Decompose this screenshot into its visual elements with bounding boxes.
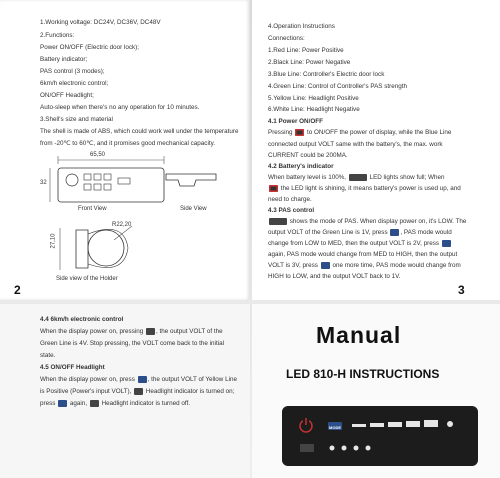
device-panel xyxy=(282,406,478,466)
mode-button-icon xyxy=(321,262,330,269)
text-line: Battery indicator; xyxy=(40,56,88,63)
manual-page-3 xyxy=(252,0,500,300)
text-line: state. xyxy=(40,352,56,359)
text-line: from -20℃ to 60℃, and it promises good mechanical capacity. xyxy=(40,140,216,147)
text-line: 1.Working voltage: DC24V, DC36V, DC48V xyxy=(40,19,161,26)
text-line: press again, Headlight indicator is turned off. xyxy=(40,400,191,407)
text-line: Green Line is 4V. Stop pressing, the VOLT come back to the initial xyxy=(40,340,224,347)
battery-warning-icon xyxy=(269,185,278,192)
text-line: Auto-sleep when there's no any operation for 10 minutes. xyxy=(40,104,200,111)
text-line: is Positive (Power's input VOLT), Headlight indicator is turned on; xyxy=(40,388,235,395)
text-line: Connections: xyxy=(268,35,305,42)
section-heading: 4.1 Power ON/OFF xyxy=(268,118,323,125)
text-line: 4.Green Line: Control of Controller's PAS strength xyxy=(268,83,407,90)
text-line: connected output VOLT same with the battery's, the max. work xyxy=(268,141,443,148)
cover-subtitle: LED 810-H INSTRUCTIONS xyxy=(286,367,440,381)
text-line: VOLT is 3V, press one more time, PAS mode would change from xyxy=(268,262,461,269)
pas-leds-icon xyxy=(269,218,287,225)
assist-button-icon xyxy=(146,328,155,335)
manual-page-2 xyxy=(0,0,250,300)
headlight-icon xyxy=(90,400,99,407)
text-line: 5.Yellow Line: Headlight Positive xyxy=(268,95,359,102)
page-number: 3 xyxy=(458,283,465,297)
mode-button-icon xyxy=(390,229,399,236)
text-line: ON/OFF Headlight; xyxy=(40,92,94,99)
text-line: output VOLT of the Green Line is 1V, press , PAS mode would xyxy=(268,229,452,236)
text-line: CURRENT could be 200MA. xyxy=(268,152,348,159)
text-line: 4.Operation Instructions xyxy=(268,23,335,30)
text-line: PAS control (3 modes); xyxy=(40,68,105,75)
power-icon xyxy=(295,129,304,136)
mode-button-icon xyxy=(138,376,147,383)
text-line: 3.Shell's size and material xyxy=(40,116,113,123)
text-line: Power ON/OFF (Electric door lock); xyxy=(40,44,140,51)
mode-button-label: MODE xyxy=(329,425,341,430)
led-display-device xyxy=(282,406,478,466)
section-heading: 4.5 ON/OFF Headlight xyxy=(40,364,105,371)
text-line: 2.Black Line: Power Negative xyxy=(268,59,351,66)
page-number: 2 xyxy=(14,283,21,297)
text-line: HIGH to LOW, and the output VOLT back to 1V. xyxy=(268,273,401,280)
section-heading: 4.3 PAS control xyxy=(268,207,315,214)
text-line: The shell is made of ABS, which could work well under the temperature xyxy=(40,128,239,135)
cover-title: Manual xyxy=(316,322,402,348)
text-line: 1.Red Line: Power Positive xyxy=(268,47,344,54)
manual-cover xyxy=(252,304,500,478)
front-view-caption: Front View xyxy=(78,206,107,212)
text-line: When battery level is 100%, LED lights show full; When xyxy=(268,174,445,181)
headlight-led xyxy=(366,446,371,451)
text-line: 2.Functions: xyxy=(40,32,75,39)
battery-leds-icon xyxy=(349,174,367,181)
battery-led xyxy=(370,423,384,427)
pas-led xyxy=(342,446,347,451)
text-line: When the display power on, press , the output VOLT of Yellow Line xyxy=(40,376,237,383)
assist-button-icon xyxy=(300,444,314,452)
mode-button-icon xyxy=(58,400,67,407)
text-line: When the display power on, pressing , the output VOLT of the xyxy=(40,328,223,335)
text-line: the LED light is shining, it means battery's power is used up, and xyxy=(268,183,461,194)
battery-warning-led xyxy=(447,421,453,427)
text-line: change from LOW to MED, then the output VOLT is 2V, press xyxy=(268,238,452,249)
side-view-caption: Side View xyxy=(180,206,207,212)
dimension-label: R22,20 xyxy=(112,222,132,228)
battery-led xyxy=(352,424,366,427)
pas-led xyxy=(330,446,335,451)
battery-led xyxy=(388,422,402,427)
dimension-label: 65,50 xyxy=(90,152,106,158)
text-line: Pressing to ON/OFF the power of display, while the Blue Line xyxy=(268,129,452,136)
mode-button-icon xyxy=(442,240,451,247)
text-line: 6km/h electronic control; xyxy=(40,80,109,87)
pas-led xyxy=(354,446,359,451)
holder-view-caption: Side view of the Holder xyxy=(56,276,118,282)
technical-drawing xyxy=(36,150,246,282)
text-line: 6.White Line: Headlight Negative xyxy=(268,106,360,113)
text-line: shows the mode of PAS. When display power on, it's LOW. The xyxy=(268,216,466,227)
text-line: need to charge. xyxy=(268,196,312,203)
manual-page-4 xyxy=(0,304,250,478)
headlight-icon xyxy=(134,388,143,395)
battery-led xyxy=(424,420,438,427)
dimension-label: 27,10 xyxy=(50,233,57,249)
section-heading: 4.4 6km/h electronic control xyxy=(40,316,124,323)
section-heading: 4.2 Battery's indicator xyxy=(268,163,334,170)
battery-led xyxy=(406,421,420,427)
text-line: again, PAS mode would change from MED to HIGH, then the output xyxy=(268,251,458,258)
text-line: 3.Blue Line: Controller's Electric door lock xyxy=(268,71,385,78)
dimension-label: 32 xyxy=(40,180,47,186)
